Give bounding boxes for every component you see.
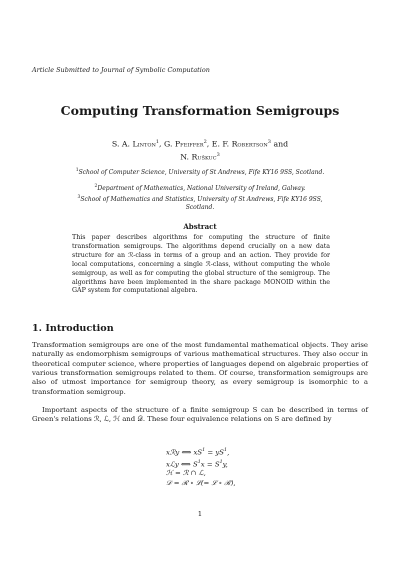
affiliation-1-text: School of Computer Science, University of St Andrews, Fife KY16 9SS, Scotland. <box>78 169 325 176</box>
equation-r-left: xℛy ⟺ xS <box>166 448 203 457</box>
author-list <box>60 137 340 162</box>
equation-l-mid: x = S <box>200 459 220 468</box>
author-robertson-affiliation-mark: 3 <box>267 139 271 145</box>
author-ruskuc-affiliation-mark: 3 <box>216 151 220 158</box>
author-separator: , <box>159 139 164 149</box>
equation-d-relation: 𝒟 = ℛ ∘ ℒ(= ℒ ∘ ℛ), <box>166 478 236 487</box>
affiliation-3-text: School of Mathematics and Statistics, University of St Andrews, Fife KY16 9SS, Scotland. <box>80 196 323 211</box>
green-relations-equations <box>166 446 236 488</box>
affiliation-1 <box>66 167 334 177</box>
author-robertson: E. F. Robertson <box>211 139 268 149</box>
equation-r-sup-right: 1 <box>224 448 228 453</box>
intro-paragraph-1: Transformation semigroups are one of the most fundamental mathematical objects. They arise naturally as endomorphism semigroups of various mathematical structures. They also occur in theoretical computer science, where properties of languages depend on algebraic properties of various transformation semigroups related to them. Of course, transformation semigroups are also of utmost importance for semigroup theory, as every semigroup is isomorphic to a transformation semigroup. <box>32 341 368 396</box>
abstract-body: This paper describes algorithms for computing the structure of finite transformation semigroups. The algorithms depend crucially on a new data structure for an ℛ-class in terms of a group and an action. They provide for local computations, concerning a single ℛ-class, without computing the whole semigroup, as well as for computing the global structure of the semigroup. The algorithms have been implemented in the share package MONOID within the GAP system for computational algebra. <box>72 234 330 295</box>
equation-h-relation: ℋ = ℛ ∩ ℒ, <box>166 469 206 478</box>
equation-l-left: xℒy ⟺ S <box>166 459 198 468</box>
equation-l-end: y, <box>222 459 228 468</box>
affiliation-2 <box>66 183 334 193</box>
equation-r-mid: = yS <box>205 448 224 457</box>
paper-title: Computing Transformation Semigroups <box>60 103 340 118</box>
section-heading-introduction: 1. Introduction <box>32 323 114 334</box>
author-linton-affiliation-mark: 1 <box>155 139 160 145</box>
author-pfeiffer-affiliation-mark: 2 <box>203 139 207 145</box>
page-number: 1 <box>197 510 203 518</box>
author-ruskuc: N. Ruškuc <box>180 152 217 162</box>
equation-r-relation <box>166 446 236 458</box>
equation-l-relation <box>166 458 236 470</box>
affiliation-3-mark: 3 <box>77 195 81 200</box>
equation-l-sup-left: 1 <box>197 459 201 465</box>
equation-l-sup-right: 1 <box>219 459 223 465</box>
journal-header-note: Article Submitted to Journal of Symbolic Computation <box>32 66 210 74</box>
author-pfeiffer: G. Pfeiffer <box>164 139 204 149</box>
abstract-heading: Abstract <box>183 222 217 231</box>
equation-r-sup-left: 1 <box>202 448 206 453</box>
affiliation-2-mark: 2 <box>94 184 98 189</box>
intro-paragraph-2: Important aspects of the structure of a finite semigroup S can be described in terms of Green's relations ℛ, ℒ, ℋ and 𝒟. These four equivalence relations on S are defined by <box>32 406 368 424</box>
author-separator: and <box>270 139 289 149</box>
affiliation-3 <box>66 194 334 212</box>
equation-r-end: , <box>227 448 230 457</box>
affiliation-1-mark: 1 <box>75 168 79 173</box>
affiliation-2-text: Department of Mathematics, National University of Ireland, Galway. <box>97 185 306 192</box>
author-separator: , <box>206 139 212 149</box>
author-linton: S. A. Linton <box>111 139 156 149</box>
